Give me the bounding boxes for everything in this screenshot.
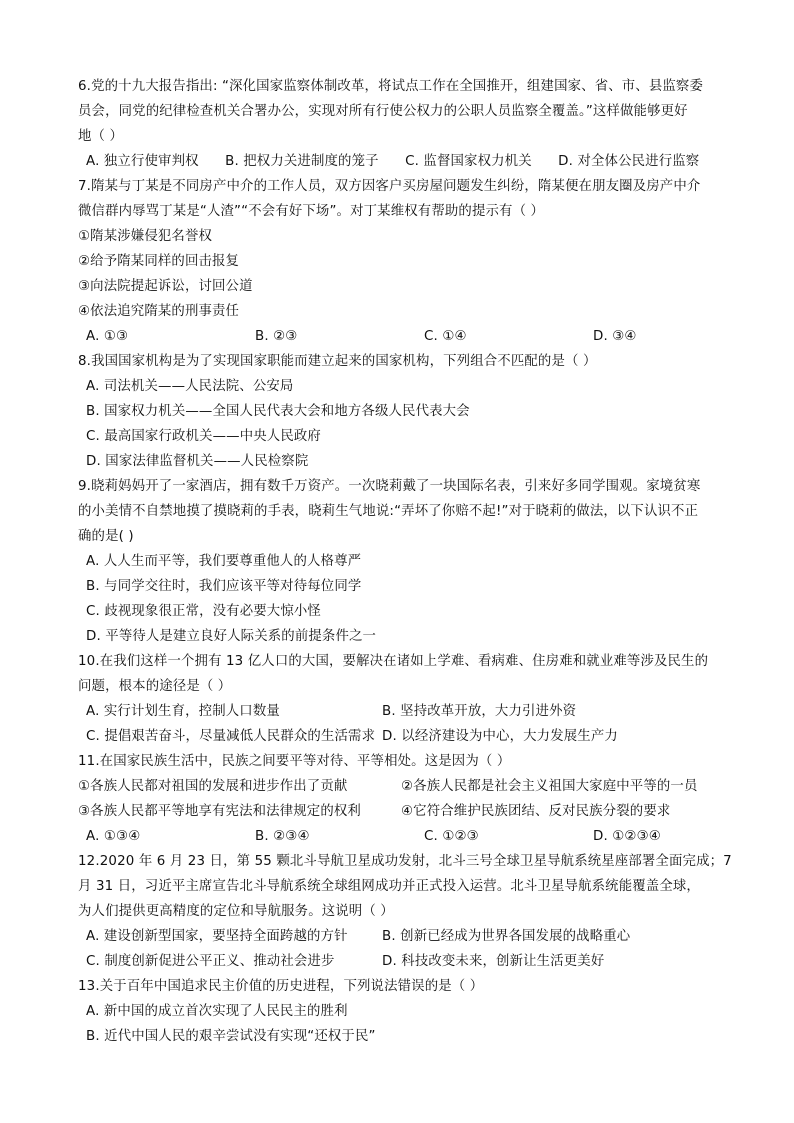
- statement-1: ①隋某涉嫌侵犯名誉权: [78, 229, 213, 244]
- option-b: B. ②③: [255, 329, 298, 344]
- statement-1: ①各族人民都对祖国的发展和进步作出了贡献: [78, 779, 348, 794]
- statement-2: ②给予隋某同样的回击报复: [78, 254, 240, 269]
- statement-4: ④依法追究隋某的刑事责任: [78, 304, 240, 319]
- question-stem-line: 微信群内辱骂丁某是“人渣”“不会有好下场”。对丁某维权有帮助的提示有（ ）: [78, 204, 545, 219]
- option-a: A. ①③: [86, 329, 129, 344]
- answer-options-row-1: [78, 699, 723, 724]
- option-a: A. 实行计划生育，控制人口数量: [86, 704, 280, 719]
- option-b: B. 与同学交往时，我们应该平等对待每位同学: [86, 579, 362, 594]
- option-c: C. 最高国家行政机关——中央人民政府: [86, 429, 321, 444]
- option-c: C. 提倡艰苦奋斗，尽量减低人民群众的生活需求: [86, 729, 376, 744]
- question-8: [78, 349, 723, 474]
- question-stem-line: 月 31 日，习近平主席宣告北斗导航系统全球组网成功并正式投入运营。北斗卫星导航系统能覆盖全球，: [78, 879, 700, 894]
- answer-options: [78, 324, 723, 349]
- exam-page: [78, 74, 732, 1049]
- option-c: C. 歧视现象很正常，没有必要大惊小怪: [86, 604, 321, 619]
- question-stem-line: 8.我国国家机构是为了实现国家职能而建立起来的国家机构，下列组合不匹配的是（ ）: [78, 354, 597, 369]
- option-b: B. ②③④: [255, 829, 310, 844]
- option-d: D. ①②③④: [593, 829, 661, 844]
- option-a: A. ①③④: [86, 829, 141, 844]
- statement-3: ③向法院提起诉讼，讨回公道: [78, 279, 253, 294]
- statement-3: ③各族人民都平等地享有宪法和法律规定的权利: [78, 804, 361, 819]
- answer-options-row-2: [78, 724, 723, 749]
- question-9: [78, 474, 723, 649]
- option-a: A. 新中国的成立首次实现了人民民主的胜利: [86, 1004, 348, 1019]
- option-d: D. 科技改变未来，创新让生活更美好: [382, 954, 605, 969]
- statement-2: ②各族人民都是社会主义祖国大家庭中平等的一员: [401, 779, 698, 794]
- statement-4: ④它符合维护民族团结、反对民族分裂的要求: [401, 804, 671, 819]
- question-stem-line: 11.在国家民族生活中，民族之间要平等对待、平等相处。这是因为（ ）: [78, 754, 511, 769]
- question-stem-line: 13.关于百年中国追求民主价值的历史进程，下列说法错误的是（ ）: [78, 979, 484, 994]
- question-stem-line: 地（ ）: [78, 129, 124, 144]
- answer-options-row-2: [78, 949, 723, 974]
- question-stem-line: 确的是( ): [78, 529, 134, 544]
- option-d: D. 国家法律监督机关——人民检察院: [86, 454, 309, 469]
- question-stem-line: 员会，同党的纪律检查机关合署办公，实现对所有行使公权力的公职人员监察全覆盖。”这样做能够更好: [78, 104, 688, 119]
- question-stem-line: 10.在我们这样一个拥有 13 亿人口的大国，要解决在诸如上学难、看病难、住房难和就业难等涉及民生的: [78, 654, 709, 669]
- question-6: [78, 74, 723, 174]
- statement-row-1: [78, 774, 723, 799]
- question-stem-line: 7.隋某与丁某是不同房产中介的工作人员，双方因客户买房屋问题发生纠纷，隋某便在朋友圈及房产中介: [78, 179, 701, 194]
- answer-options-row-1: [78, 924, 723, 949]
- question-10: [78, 649, 723, 749]
- option-b: B. 坚持改革开放，大力引进外资: [382, 704, 577, 719]
- question-13: [78, 974, 723, 1049]
- option-c: C. ①④: [424, 329, 467, 344]
- question-stem-line: 的小美情不自禁地摸了摸晓莉的手表，晓莉生气地说:“弄坏了你赔不起!”对于晓莉的做法，以下认识不正: [78, 504, 699, 519]
- question-stem-line: 12.2020 年 6 月 23 日，第 55 颗北斗导航卫星成功发射，北斗三号全球卫星导航系统星座部署全面完成；7: [78, 854, 732, 869]
- statement-row-2: [78, 799, 723, 824]
- option-b: B. 近代中国人民的艰辛尝试没有实现“还权于民”: [86, 1029, 376, 1044]
- question-stem-line: 为人们提供更高精度的定位和导航服务。这说明（ ）: [78, 904, 394, 919]
- option-b: B. 国家权力机关——全国人民代表大会和地方各级人民代表大会: [86, 404, 470, 419]
- answer-options-line: A. 独立行使审判权 B. 把权力关进制度的笼子 C. 监督国家权力机关 D. 对全体公民进行监察: [86, 154, 700, 169]
- answer-options: [78, 824, 723, 849]
- question-stem-line: 问题，根本的途径是（ ）: [78, 679, 232, 694]
- option-c: C. ①②③: [424, 829, 479, 844]
- option-c: C. 制度创新促进公平正义、推动社会进步: [86, 954, 335, 969]
- option-d: D. ③④: [593, 329, 637, 344]
- question-stem-line: 9.晓莉妈妈开了一家酒店，拥有数千万资产。一次晓莉戴了一块国际名表，引来好多同学围观。家境贫寒: [78, 479, 701, 494]
- question-stem-line: 6.党的十九大报告指出: “深化国家监察体制改革，将试点工作在全国推开，组建国家、省、市、县监察委: [78, 79, 704, 94]
- option-d: D. 以经济建设为中心，大力发展生产力: [382, 729, 618, 744]
- option-a: A. 人人生而平等，我们要尊重他人的人格尊严: [86, 554, 362, 569]
- question-11: [78, 749, 723, 849]
- option-a: A. 司法机关——人民法院、公安局: [86, 379, 294, 394]
- option-a: A. 建设创新型国家，要坚持全面跨越的方针: [86, 929, 348, 944]
- option-b: B. 创新已经成为世界各国发展的战略重心: [382, 929, 631, 944]
- option-d: D. 平等待人是建立良好人际关系的前提条件之一: [86, 629, 377, 644]
- question-12: [78, 849, 732, 974]
- question-7: [78, 174, 723, 349]
